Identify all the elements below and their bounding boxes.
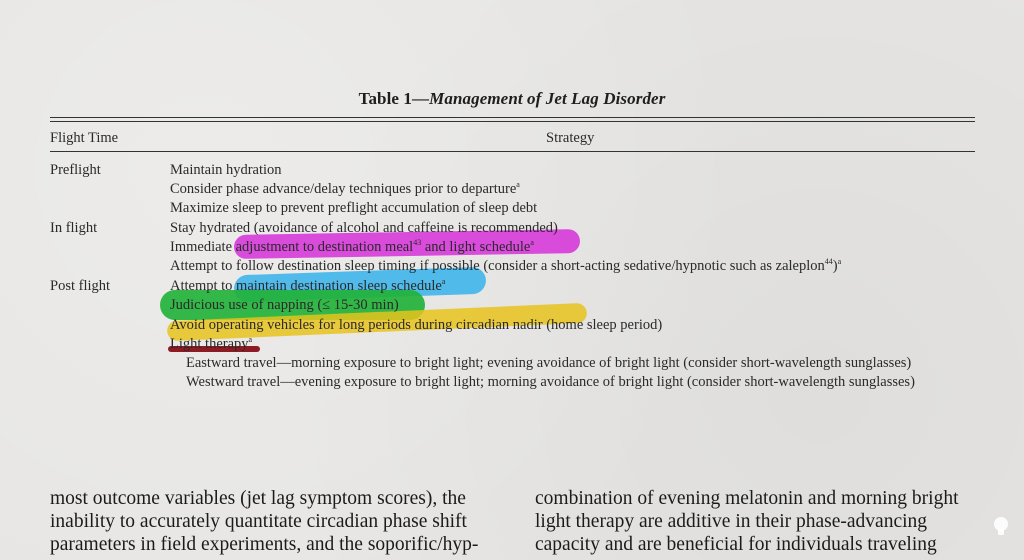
- body-left-line: inability to accurately quantitate circadian phase shift: [50, 511, 467, 532]
- strategy-row: Eastward travel—morning exposure to bright light; evening avoidance of bright light (consider short-wavelength sunglasses): [186, 355, 912, 371]
- strategy-row: Attempt to maintain destination sleep schedule$^a$: [170, 277, 446, 294]
- column-header-strategy: Strategy: [546, 130, 595, 146]
- strategy-row: Avoid operating vehicles for long periods during circadian nadir (home sleep period): [170, 317, 663, 333]
- camera-icon[interactable]: [990, 515, 1012, 537]
- column-header-flight-time: Flight Time: [50, 130, 119, 146]
- category-post-flight: Post flight: [50, 278, 111, 294]
- strategy-row: Judicious use of napping (≤ 15-30 min): [170, 297, 399, 313]
- strategy-row: Maximize sleep to prevent preflight accumulation of sleep debt: [170, 200, 538, 216]
- table-title: [0, 89, 1024, 109]
- strategy-row: Attempt to follow destination sleep timing if possible (consider a short-acting sedative/hypnotic such as zaleplon$^{44}$)$^a$: [170, 257, 842, 274]
- body-left-line: most outcome variables (jet lag symptom scores), the: [50, 488, 466, 509]
- strategy-row: Maintain hydration: [170, 162, 282, 178]
- strategy-row: Consider phase advance/delay techniques prior to departure$^a$: [170, 180, 520, 197]
- body-right-line: capacity and are beneficial for individuals traveling: [535, 534, 937, 555]
- table-title-prefix: Table 1—: [358, 89, 430, 108]
- category-preflight: Preflight: [50, 162, 101, 178]
- top-rule-2: [50, 121, 975, 122]
- category-in-flight: In flight: [50, 220, 98, 236]
- strategy-row: Light therapy$^a$: [170, 335, 253, 352]
- strategy-row: Stay hydrated (avoidance of alcohol and caffeine is recommended): [170, 220, 558, 236]
- body-right-line: light therapy are additive in their phase-advancing: [535, 511, 928, 532]
- table-title-italic: Management of Jet Lag Disorder: [429, 89, 666, 108]
- body-left-line: parameters in field experiments, and the soporific/hyp-: [50, 534, 479, 555]
- strategy-row: Immediate adjustment to destination meal$^{43}$ and light schedule$^a$: [170, 238, 534, 255]
- body-right-line: combination of evening melatonin and morning bright: [535, 488, 959, 509]
- strategy-row: Westward travel—evening exposure to bright light; morning avoidance of bright light (consider short-wavelength sunglasses): [186, 374, 915, 390]
- top-rule-1: [50, 117, 975, 118]
- header-rule: [50, 151, 975, 152]
